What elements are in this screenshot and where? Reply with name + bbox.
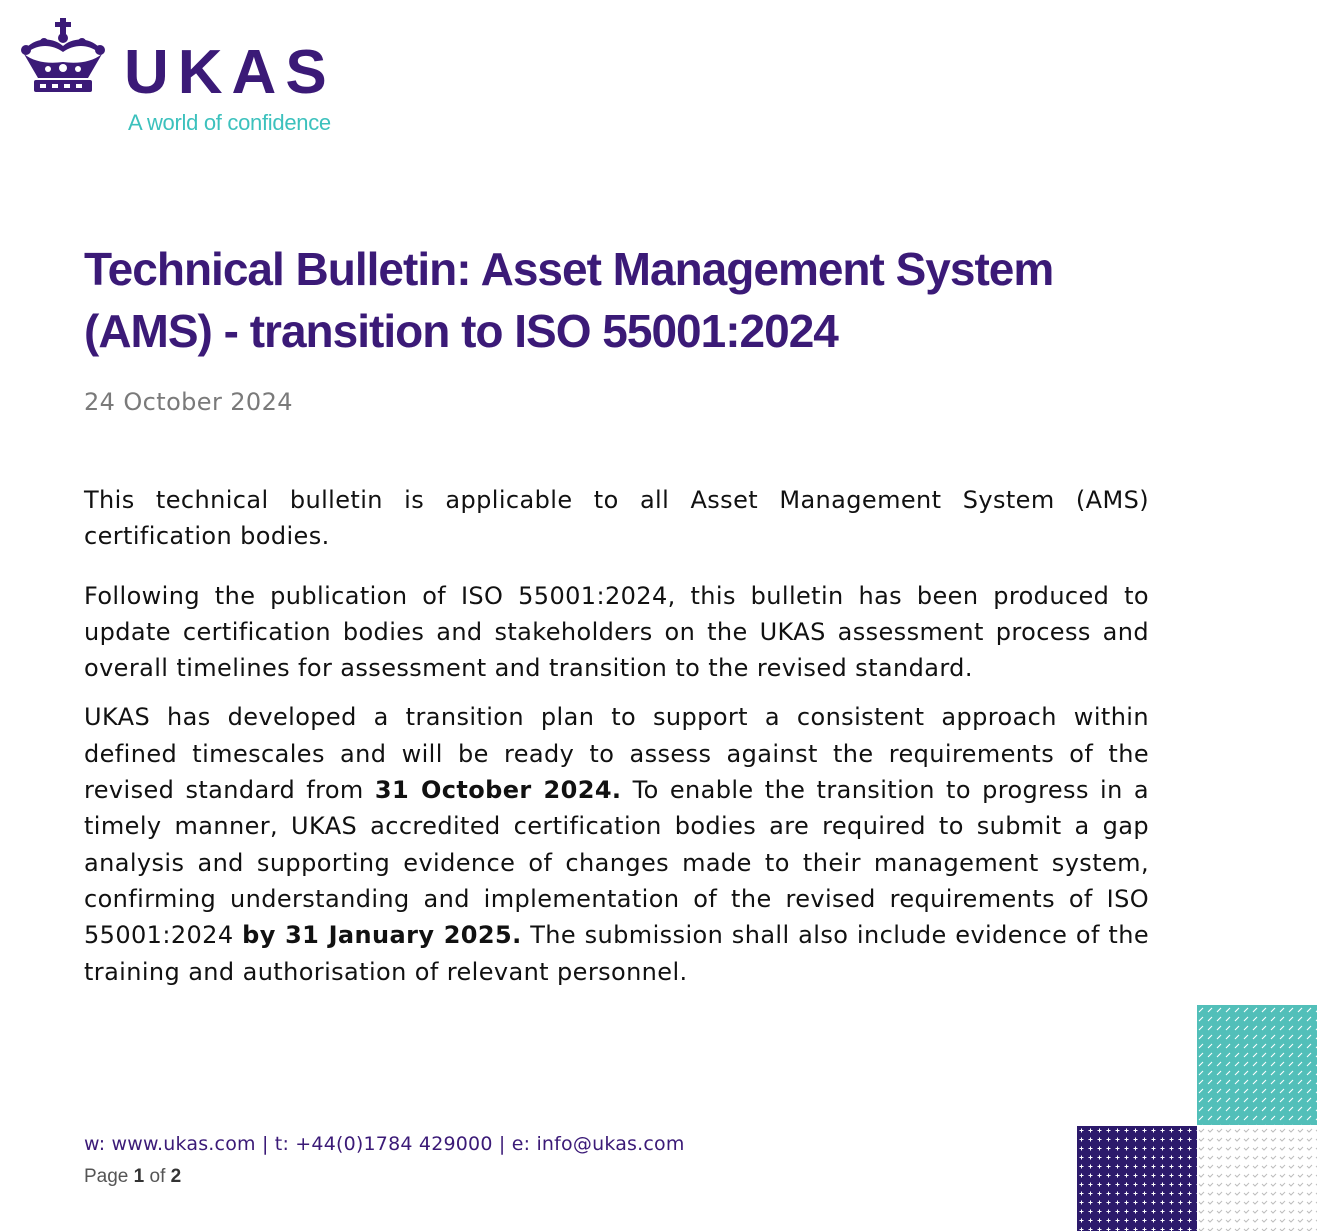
crown-icon — [18, 16, 108, 98]
decorative-purple-block — [1077, 1126, 1197, 1231]
logo-wordmark: UKAS — [124, 38, 336, 107]
decorative-teal-block — [1197, 1005, 1317, 1125]
page-word: Page — [84, 1166, 129, 1187]
paragraph-applicability: This technical bulletin is applicable to all Asset Management System (AMS) certification bodies. — [84, 486, 1149, 551]
page-title — [84, 238, 1164, 362]
page-number — [84, 1166, 181, 1188]
paragraph-transition-plan — [84, 699, 1149, 989]
transition-text-b: To enable the transition to progress in a timely manner, UKAS accredited certification bodies are required to submit a gap analysis and supporting evidence of changes made to their management system, confirming understanding and implementation of the revised requirements of ISO 55001:2024 — [84, 776, 1149, 950]
decorative-light-block — [1197, 1126, 1317, 1231]
bulletin-body — [84, 482, 1149, 1003]
title-line-2: (AMS) - transition to ISO 55001:2024 — [84, 305, 838, 357]
page-of: of — [149, 1166, 166, 1187]
ready-date: 31 October 2024. — [374, 776, 622, 805]
transition-text-c: The submission shall also include evidence of the training and authorisation of relevant personnel. — [84, 921, 1149, 986]
transition-text-a: UKAS has developed a transition plan to support a consistent approach within defined timescales and will be ready to assess against the requirements of the revised standard from — [84, 703, 1149, 805]
paragraph-publication: Following the publication of ISO 55001:2024, this bulletin has been produced to update certification bodies and stakeholders on the UKAS assessment process and overall timelines for assessment and transition to the revised standard. — [84, 581, 1149, 683]
ukas-logo — [18, 16, 378, 146]
logo-tagline: A world of confidence — [128, 110, 331, 135]
footer-contact-info: w: www.ukas.com | t: +44(0)1784 429000 | e: info@ukas.com — [84, 1133, 685, 1155]
title-line-1: Technical Bulletin: Asset Management System — [84, 243, 1054, 295]
page-current: 1 — [133, 1166, 145, 1187]
page-total: 2 — [170, 1166, 182, 1187]
submission-deadline: by 31 January 2025. — [242, 921, 522, 950]
publication-date: 24 October 2024 — [84, 388, 293, 416]
